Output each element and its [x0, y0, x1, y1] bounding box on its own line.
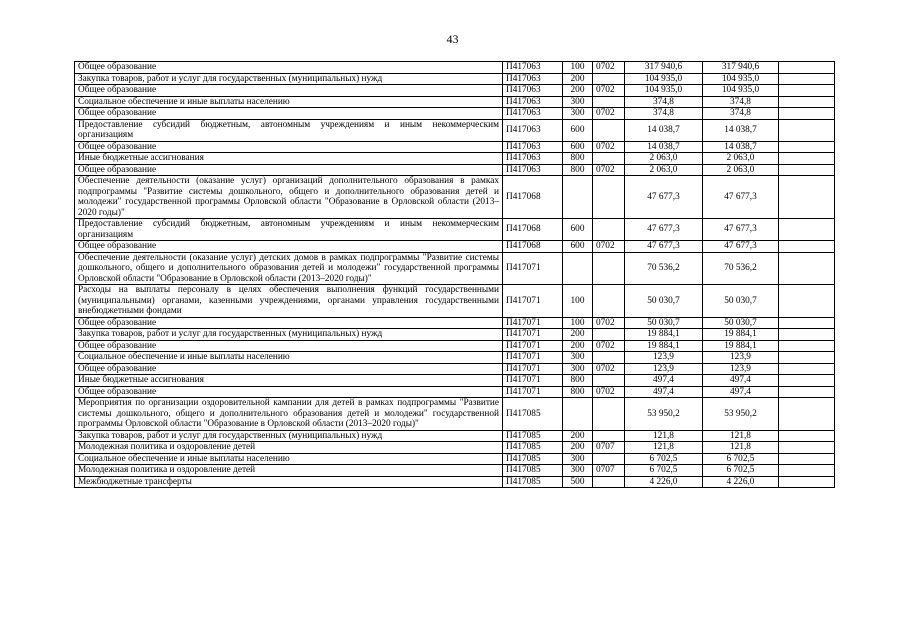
table-row — [75, 442, 835, 454]
target-code-cell: П417071 — [503, 252, 563, 285]
section-code-cell: 0702 — [593, 241, 625, 253]
section-code-cell — [593, 375, 625, 387]
expense-name-cell: Общее образование — [75, 85, 503, 97]
extra-cell — [779, 442, 835, 454]
amount-cell: 374,8 — [625, 108, 703, 120]
section-code-cell — [593, 219, 625, 241]
table-row — [75, 465, 835, 477]
target-code-cell: П417071 — [503, 363, 563, 375]
amount-total-cell: 53 950,2 — [703, 398, 779, 431]
target-code-cell: П417063 — [503, 85, 563, 97]
amount-total-cell: 317 940,6 — [703, 62, 779, 74]
table-row — [75, 119, 835, 141]
expense-type-cell: 300 — [563, 108, 593, 120]
expense-name-cell: Закупка товаров, работ и услуг для государственных (муниципальных) нужд — [75, 430, 503, 442]
expense-name-cell: Обеспечение деятельности (оказание услуг) организаций дополнительного образования в рамках подпрограммы "Развитие системы дошкольного, общего и дополнительного образования детей и молодежи" государственной программы Орловской области "Образование в Орловской области (2013–2020 годы)" — [75, 176, 503, 219]
table-row — [75, 164, 835, 176]
amount-total-cell: 19 884,1 — [703, 329, 779, 341]
table-row — [75, 62, 835, 74]
target-code-cell: П417085 — [503, 476, 563, 488]
section-code-cell — [593, 153, 625, 165]
section-code-cell — [593, 176, 625, 219]
target-code-cell: П417071 — [503, 285, 563, 318]
table-row — [75, 340, 835, 352]
expense-name-cell: Социальное обеспечение и иные выплаты населению — [75, 96, 503, 108]
section-code-cell: 0707 — [593, 442, 625, 454]
target-code-cell: П417071 — [503, 352, 563, 364]
amount-cell: 14 038,7 — [625, 119, 703, 141]
expense-name-cell: Расходы на выплаты персоналу в целях обеспечения выполнения функций государственными (муниципальными) органами, казенными учреждениями, органами управления государственными внебюджетными фондами — [75, 285, 503, 318]
amount-cell: 47 677,3 — [625, 176, 703, 219]
expense-name-cell: Закупка товаров, работ и услуг для государственных (муниципальных) нужд — [75, 73, 503, 85]
target-code-cell: П417085 — [503, 430, 563, 442]
section-code-cell: 0702 — [593, 141, 625, 153]
table-row — [75, 73, 835, 85]
expense-name-cell: Общее образование — [75, 241, 503, 253]
table-row — [75, 85, 835, 97]
extra-cell — [779, 285, 835, 318]
amount-total-cell: 14 038,7 — [703, 141, 779, 153]
extra-cell — [779, 363, 835, 375]
section-code-cell: 0702 — [593, 386, 625, 398]
amount-cell: 121,8 — [625, 430, 703, 442]
amount-cell: 317 940,6 — [625, 62, 703, 74]
expense-type-cell: 200 — [563, 340, 593, 352]
expense-type-cell — [563, 398, 593, 431]
target-code-cell: П417068 — [503, 241, 563, 253]
extra-cell — [779, 317, 835, 329]
table-row — [75, 476, 835, 488]
expense-name-cell: Иные бюджетные ассигнования — [75, 153, 503, 165]
target-code-cell: П417071 — [503, 386, 563, 398]
expense-type-cell: 600 — [563, 119, 593, 141]
section-code-cell: 0702 — [593, 164, 625, 176]
amount-cell: 104 935,0 — [625, 85, 703, 97]
section-code-cell: 0707 — [593, 465, 625, 477]
expense-name-cell: Молодежная политика и оздоровление детей — [75, 442, 503, 454]
expense-type-cell: 600 — [563, 219, 593, 241]
amount-total-cell: 374,8 — [703, 96, 779, 108]
expense-name-cell: Общее образование — [75, 62, 503, 74]
extra-cell — [779, 476, 835, 488]
amount-cell: 4 226,0 — [625, 476, 703, 488]
expense-name-cell: Общее образование — [75, 164, 503, 176]
amount-total-cell: 47 677,3 — [703, 219, 779, 241]
expense-type-cell: 300 — [563, 352, 593, 364]
expense-type-cell: 300 — [563, 363, 593, 375]
extra-cell — [779, 453, 835, 465]
table-row — [75, 430, 835, 442]
table-row — [75, 153, 835, 165]
section-code-cell — [593, 352, 625, 364]
section-code-cell: 0702 — [593, 108, 625, 120]
expense-type-cell — [563, 176, 593, 219]
amount-total-cell: 121,8 — [703, 430, 779, 442]
amount-cell: 2 063,0 — [625, 164, 703, 176]
amount-total-cell: 70 536,2 — [703, 252, 779, 285]
table-row — [75, 398, 835, 431]
section-code-cell — [593, 252, 625, 285]
extra-cell — [779, 85, 835, 97]
expense-name-cell: Обеспечение деятельности (оказание услуг) детских домов в рамках подпрограммы "Развитие системы дошкольного, общего и дополнительного образования детей и молодежи" государственной программы Орловской области "Образование в Орловской области (2013–2020 годы)" — [75, 252, 503, 285]
amount-cell: 6 702,5 — [625, 453, 703, 465]
section-code-cell — [593, 119, 625, 141]
expense-type-cell: 800 — [563, 386, 593, 398]
expense-type-cell: 800 — [563, 153, 593, 165]
table-row — [75, 386, 835, 398]
extra-cell — [779, 141, 835, 153]
expense-name-cell: Межбюджетные трансферты — [75, 476, 503, 488]
budget-table — [74, 61, 835, 488]
target-code-cell: П417085 — [503, 442, 563, 454]
expense-name-cell: Общее образование — [75, 386, 503, 398]
amount-total-cell: 47 677,3 — [703, 176, 779, 219]
extra-cell — [779, 375, 835, 387]
expense-name-cell: Общее образование — [75, 141, 503, 153]
extra-cell — [779, 386, 835, 398]
amount-total-cell: 50 030,7 — [703, 317, 779, 329]
amount-cell: 497,4 — [625, 386, 703, 398]
amount-cell: 14 038,7 — [625, 141, 703, 153]
table-row — [75, 329, 835, 341]
amount-cell: 374,8 — [625, 96, 703, 108]
expense-type-cell: 200 — [563, 329, 593, 341]
target-code-cell: П417063 — [503, 119, 563, 141]
section-code-cell: 0702 — [593, 85, 625, 97]
section-code-cell — [593, 96, 625, 108]
extra-cell — [779, 398, 835, 431]
table-row — [75, 285, 835, 318]
amount-cell: 123,9 — [625, 352, 703, 364]
expense-type-cell: 200 — [563, 85, 593, 97]
expense-name-cell: Мероприятия по организации оздоровительной кампании для детей в рамках подпрограммы "Развитие системы дошкольного, общего и дополнительного образования детей и молодежи" государственной программы Орловской области "Образование в Орловской области (2013–2020 годы)" — [75, 398, 503, 431]
table-row — [75, 141, 835, 153]
target-code-cell: П417085 — [503, 453, 563, 465]
extra-cell — [779, 329, 835, 341]
amount-total-cell: 6 702,5 — [703, 465, 779, 477]
expense-type-cell: 600 — [563, 241, 593, 253]
expense-name-cell: Общее образование — [75, 108, 503, 120]
amount-total-cell: 104 935,0 — [703, 85, 779, 97]
section-code-cell — [593, 398, 625, 431]
expense-name-cell: Общее образование — [75, 317, 503, 329]
extra-cell — [779, 219, 835, 241]
target-code-cell: П417063 — [503, 62, 563, 74]
expense-type-cell: 500 — [563, 476, 593, 488]
table-row — [75, 453, 835, 465]
extra-cell — [779, 430, 835, 442]
expense-type-cell: 800 — [563, 375, 593, 387]
amount-cell: 47 677,3 — [625, 241, 703, 253]
extra-cell — [779, 252, 835, 285]
extra-cell — [779, 340, 835, 352]
amount-total-cell: 123,9 — [703, 352, 779, 364]
extra-cell — [779, 119, 835, 141]
amount-cell: 123,9 — [625, 363, 703, 375]
amount-cell: 6 702,5 — [625, 465, 703, 477]
target-code-cell: П417071 — [503, 340, 563, 352]
table-row — [75, 176, 835, 219]
extra-cell — [779, 108, 835, 120]
amount-total-cell: 4 226,0 — [703, 476, 779, 488]
section-code-cell — [593, 73, 625, 85]
amount-cell: 47 677,3 — [625, 219, 703, 241]
table-row — [75, 252, 835, 285]
target-code-cell: П417063 — [503, 153, 563, 165]
section-code-cell: 0702 — [593, 363, 625, 375]
expense-type-cell: 200 — [563, 442, 593, 454]
amount-total-cell: 104 935,0 — [703, 73, 779, 85]
target-code-cell: П417063 — [503, 164, 563, 176]
section-code-cell — [593, 329, 625, 341]
amount-total-cell: 497,4 — [703, 375, 779, 387]
target-code-cell: П417063 — [503, 141, 563, 153]
amount-cell: 104 935,0 — [625, 73, 703, 85]
amount-total-cell: 123,9 — [703, 363, 779, 375]
expense-type-cell: 300 — [563, 465, 593, 477]
amount-total-cell: 374,8 — [703, 108, 779, 120]
amount-total-cell: 47 677,3 — [703, 241, 779, 253]
expense-type-cell: 600 — [563, 141, 593, 153]
expense-name-cell: Молодежная политика и оздоровление детей — [75, 465, 503, 477]
expense-type-cell: 100 — [563, 285, 593, 318]
amount-cell: 50 030,7 — [625, 285, 703, 318]
amount-cell: 121,8 — [625, 442, 703, 454]
amount-total-cell: 121,8 — [703, 442, 779, 454]
extra-cell — [779, 73, 835, 85]
section-code-cell: 0702 — [593, 62, 625, 74]
amount-cell: 19 884,1 — [625, 340, 703, 352]
amount-total-cell: 50 030,7 — [703, 285, 779, 318]
table-row — [75, 219, 835, 241]
target-code-cell: П417068 — [503, 176, 563, 219]
expense-type-cell: 300 — [563, 453, 593, 465]
extra-cell — [779, 96, 835, 108]
table-row — [75, 96, 835, 108]
target-code-cell: П417068 — [503, 219, 563, 241]
expense-name-cell: Предоставление субсидий бюджетным, автономным учреждениям и иным некоммерческим организациям — [75, 119, 503, 141]
section-code-cell — [593, 430, 625, 442]
expense-name-cell: Иные бюджетные ассигнования — [75, 375, 503, 387]
extra-cell — [779, 176, 835, 219]
budget-table-body — [75, 62, 835, 488]
table-row — [75, 317, 835, 329]
amount-cell: 70 536,2 — [625, 252, 703, 285]
section-code-cell — [593, 285, 625, 318]
target-code-cell: П417071 — [503, 329, 563, 341]
table-row — [75, 241, 835, 253]
target-code-cell: П417063 — [503, 96, 563, 108]
target-code-cell: П417071 — [503, 375, 563, 387]
target-code-cell: П417071 — [503, 317, 563, 329]
expense-type-cell: 200 — [563, 430, 593, 442]
amount-total-cell: 497,4 — [703, 386, 779, 398]
table-row — [75, 375, 835, 387]
expense-type-cell: 100 — [563, 317, 593, 329]
expense-name-cell: Предоставление субсидий бюджетным, автономным учреждениям и иным некоммерческим организациям — [75, 219, 503, 241]
amount-cell: 19 884,1 — [625, 329, 703, 341]
extra-cell — [779, 352, 835, 364]
amount-total-cell: 14 038,7 — [703, 119, 779, 141]
target-code-cell: П417085 — [503, 465, 563, 477]
extra-cell — [779, 465, 835, 477]
amount-total-cell: 2 063,0 — [703, 153, 779, 165]
expense-type-cell: 100 — [563, 62, 593, 74]
extra-cell — [779, 62, 835, 74]
expense-type-cell: 300 — [563, 96, 593, 108]
extra-cell — [779, 153, 835, 165]
target-code-cell: П417063 — [503, 73, 563, 85]
extra-cell — [779, 241, 835, 253]
expense-name-cell: Общее образование — [75, 363, 503, 375]
amount-cell: 50 030,7 — [625, 317, 703, 329]
amount-total-cell: 6 702,5 — [703, 453, 779, 465]
section-code-cell — [593, 476, 625, 488]
expense-name-cell: Социальное обеспечение и иные выплаты населению — [75, 352, 503, 364]
amount-cell: 497,4 — [625, 375, 703, 387]
page-number: 43 — [446, 32, 459, 46]
table-row — [75, 363, 835, 375]
expense-name-cell: Закупка товаров, работ и услуг для государственных (муниципальных) нужд — [75, 329, 503, 341]
section-code-cell: 0702 — [593, 317, 625, 329]
expense-type-cell — [563, 252, 593, 285]
section-code-cell: 0702 — [593, 340, 625, 352]
extra-cell — [779, 164, 835, 176]
target-code-cell: П417063 — [503, 108, 563, 120]
amount-total-cell: 2 063,0 — [703, 164, 779, 176]
expense-type-cell: 200 — [563, 73, 593, 85]
expense-name-cell: Общее образование — [75, 340, 503, 352]
table-row — [75, 352, 835, 364]
section-code-cell — [593, 453, 625, 465]
target-code-cell: П417085 — [503, 398, 563, 431]
expense-name-cell: Социальное обеспечение и иные выплаты населению — [75, 453, 503, 465]
amount-cell: 2 063,0 — [625, 153, 703, 165]
expense-type-cell: 800 — [563, 164, 593, 176]
amount-cell: 53 950,2 — [625, 398, 703, 431]
amount-total-cell: 19 884,1 — [703, 340, 779, 352]
table-row — [75, 108, 835, 120]
